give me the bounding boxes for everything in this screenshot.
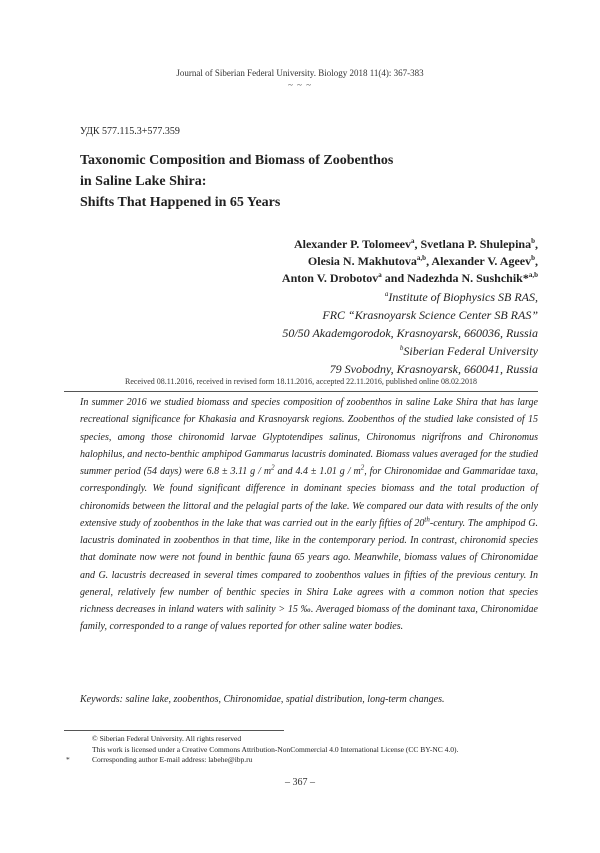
received-dates: Received 08.11.2016, received in revised form 18.11.2016, accepted 22.11.2016, published online 08.02.2018 <box>125 377 477 386</box>
author-separator: , <box>414 237 421 251</box>
abstract <box>80 394 538 636</box>
divider <box>64 391 538 392</box>
author-name: Alexander V. Ageev <box>431 254 532 268</box>
paper-title <box>80 150 520 213</box>
author-line-3 <box>78 270 538 287</box>
abstract-text: and 4.4 ± 1.01 g / m <box>274 466 361 477</box>
affiliation-a-line-1 <box>78 288 538 306</box>
affil-text: Institute of Biophysics SB RAS, <box>388 290 538 304</box>
license-notice: This work is licensed under a Creative Commons Attribution-NonCommercial 4.0 International License (CC BY-NC 4.0). <box>92 744 459 754</box>
abstract-text: -century. The amphipod G. lacustris dominated in zoobenthos in that time, like in the contemporary period. In contrast, chironomid species that dominate now were not found in benthic fauna 65 years ago. Meanwhile, biomass values of Chironomidae and G. lacustris decreased in several times compared to zoobenthos values in fifties of the previous century. In general, relatively few number of benthic species in Shira Lake agrees with a common notion that species richness decreases in inland waters with salinity > 15 ‰. Averaged biomass of the dominant taxa, Chironomidae family, corresponded to a range of values reported for other saline water bodies. <box>80 517 538 633</box>
author-line-2 <box>78 253 538 270</box>
author-name: Anton V. Drobotov <box>281 271 379 285</box>
author-separator: , <box>535 254 538 268</box>
abstract-text: In summer 2016 we studied biomass and species composition of zoobenthos in saline Lake Shira that has large recreational significance for Khakasia and Krasnoyarsk regions. Zoobenthos of the studied lake consisted of 15 species, among those chironomid larvae Glyptotendipes salinus, Chironomus nigrifrons and Chironomus halophilus, and necto-benthic amphipod Gammarus lacustris dominated. Biomass values averaged for the studied summer period (54 days) were 6.8 ± 3.11 g / m <box>80 397 538 477</box>
affiliations <box>78 288 538 378</box>
author-affil-mark: b <box>531 254 535 262</box>
author-affil-mark: a,b <box>416 254 427 262</box>
author-separator: and <box>381 271 408 285</box>
footnotes <box>66 734 546 766</box>
author-affil-mark: a <box>410 237 415 245</box>
author-name: Nadezhda N. Sushchik* <box>407 271 529 285</box>
title-line-2: in Saline Lake Shira: <box>80 174 207 189</box>
author-name: Olesia N. Makhutova <box>307 254 417 268</box>
author-affil-mark: a <box>378 271 382 279</box>
author-affil-mark: a,b <box>528 271 538 279</box>
journal-header: Journal of Siberian Federal University. Biology 2018 11(4): 367-383 <box>176 68 424 78</box>
author-list <box>78 236 538 287</box>
abstract-superscript: 2 <box>360 463 365 472</box>
abstract-superscript: th <box>424 515 430 524</box>
footnote-star: * <box>66 755 70 765</box>
title-line-1: Taxonomic Composition and Biomass of Zoobenthos <box>80 153 394 168</box>
affiliation-b-line-1 <box>78 342 538 360</box>
author-separator: , <box>426 254 432 268</box>
affiliation-a-line-3: 50/50 Akademgorodok, Krasnoyarsk, 660036, Russia <box>282 326 538 340</box>
affiliation-a-line-2: FRC “Krasnoyarsk Science Center SB RAS” <box>322 308 538 322</box>
affil-mark-b: b <box>399 344 404 352</box>
keywords: Keywords: saline lake, zoobenthos, Chironomidae, spatial distribution, long-term changes. <box>80 694 445 705</box>
affil-text: Siberian Federal University <box>403 344 538 358</box>
author-line-1 <box>78 236 538 253</box>
affil-mark-a: a <box>384 290 389 298</box>
author-name: Alexander P. Tolomeev <box>293 237 411 251</box>
abstract-text: , for Chironomidae and Gammaridae taxa, correspondingly. We found significant difference in dominant species biomass and the total production of chironomids between the littoral and the pelagial parts of the lake. We compared our data with results of the only extensive study of zoobenthos in the lake that was carried out in the early fifties of 20 <box>80 466 538 529</box>
footnote-divider <box>64 730 284 731</box>
title-line-3: Shifts That Happened in 65 Years <box>80 195 281 210</box>
page-number: – 367 – <box>285 777 315 788</box>
author-affil-mark: b <box>531 237 535 245</box>
author-name: Svetlana P. Shulepina <box>420 237 532 251</box>
corresponding-author-text: Corresponding author E-mail address: labehe@ibp.ru <box>92 755 253 765</box>
corresponding-author <box>66 755 546 766</box>
abstract-superscript: 2 <box>271 463 275 472</box>
author-separator: , <box>535 237 538 251</box>
header-separator: ~ ~ ~ <box>287 80 313 90</box>
udk-code: УДК 577.115.3+577.359 <box>80 126 180 137</box>
affiliation-b-line-2: 79 Svobodny, Krasnoyarsk, 660041, Russia <box>329 362 538 376</box>
copyright-notice: © Siberian Federal University. All rights reserved <box>92 734 242 743</box>
